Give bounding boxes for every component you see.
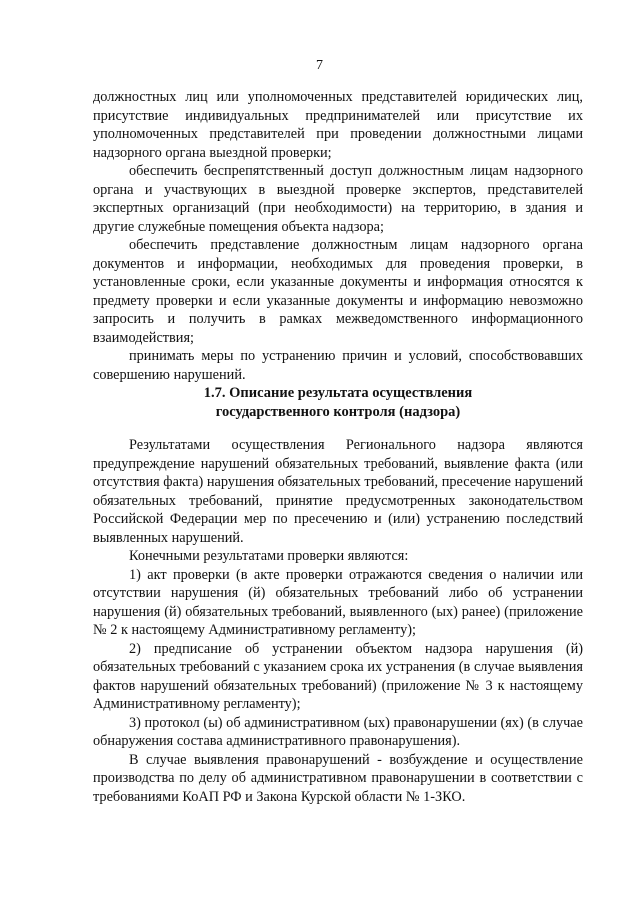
body-text-lower: [93, 436, 583, 806]
paragraph-access: обеспечить беспрепятственный доступ должностным лицам надзорного органа и участвующих в выездной проверке экспертов, представителей экспертных организаций (при необходимости) на территорию, в здания и другие служебные помещения объекта надзора;: [93, 163, 583, 235]
paragraph-measures: принимать меры по устранению причин и условий, способствовавших совершению нарушений.: [93, 348, 583, 383]
paragraph-final-results: Конечными результатами проверки являются:: [129, 548, 409, 564]
paragraph-proceedings: В случае выявления правонарушений - возбуждение и осуществление производства по делу об административном правонарушении в соответствии с требованиями КоАП РФ и Закона Курской области № 1-ЗКО.: [93, 751, 583, 805]
section-heading-line2: государственного контроля (надзора): [215, 404, 461, 420]
section-heading: [93, 384, 583, 422]
body-text-upper: [93, 88, 583, 384]
page-number: 7: [316, 58, 323, 73]
paragraph-documents: обеспечить представление должностным лицам надзорного органа документов и информации, необходимых для проведения проверки, в установленные сроки, если указанные документы и информация относятся к предмету проверки и если указанные документы и информацию невозможно запросить и получить в рамках межведомственного информационного взаимодействия;: [93, 237, 583, 346]
list-item-order: 2) предписание об устранении объектом надзора нарушения (й) обязательных требований с указанием срока их устранения (в случае выявления фактов нарушений обязательных требований) (приложение № 3 к настоящему Административному регламенту);: [93, 640, 583, 712]
list-item-protocol: 3) протокол (ы) об административном (ых) правонарушении (ях) (в случае обнаружения состава административного правонарушения).: [93, 714, 583, 749]
section-heading-line1: 1.7. Описание результата осуществления: [203, 385, 473, 401]
paragraph-continuation: должностных лиц или уполномоченных представителей юридических лиц, присутствие индивидуальных предпринимателей или присутствие их уполномоченных представителей при проведении должностными лицами надзорного органа выездной проверки;: [93, 89, 583, 161]
paragraph-results: Результатами осуществления Регионального надзора являются предупреждение нарушений обязательных требований, выявление факта (или отсутствия факта) нарушения обязательных требований, пресечение нарушений обязательных требований, принятие предусмотренных законодательством Российской Федерации мер по пресечению и (или) устранению последствий выявленных нарушений.: [93, 437, 583, 546]
list-item-act: 1) акт проверки (в акте проверки отражаются сведения о наличии или отсутствии нарушения (й) обязательных требований либо об устранении нарушения (й) обязательных требований, выявленного (ых) ранее) (приложение № 2 к настоящему Административному регламенту);: [93, 566, 583, 638]
